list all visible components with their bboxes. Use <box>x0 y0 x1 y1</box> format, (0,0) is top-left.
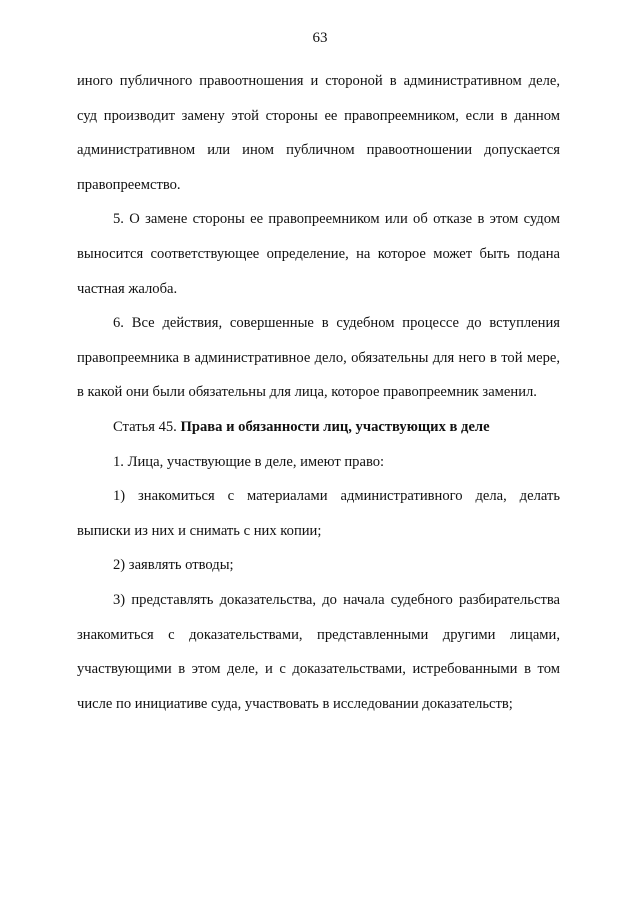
paragraph-right-3: 3) представлять доказательства, до начала судебного разбирательства знакомиться с доказательствами, представленными другими лицами, участвующими в этом деле, и с доказательствами, истребованными в том числе по инициативе суда, участвовать в исследовании доказательств; <box>77 591 560 712</box>
page-number: 63 <box>312 30 328 46</box>
article-title: Права и обязанности лиц, участвующих в деле <box>180 418 490 435</box>
paragraph-rights-intro: 1. Лица, участвующие в деле, имеют право: <box>113 453 385 470</box>
paragraph-right-2: 2) заявлять отводы; <box>113 557 234 574</box>
paragraph-continuation: иного публичного правоотношения и стороной в административном деле, суд производит замену этой стороны ее правопреемником, если в данном административном или ином публичном правоотношении допускается правопреемство. <box>77 73 560 193</box>
document-body <box>77 64 560 721</box>
article-prefix: Статья 45. <box>113 418 177 435</box>
paragraph-item-5: 5. О замене стороны ее правопреемником или об отказе в этом судом выносится соответствующее определение, на которое может быть подана частная жалоба. <box>77 211 560 297</box>
article-heading <box>77 410 560 445</box>
paragraph-right-1: 1) знакомиться с материалами административного дела, делать выписки из них и снимать с них копии; <box>77 488 560 539</box>
paragraph-item-6: 6. Все действия, совершенные в судебном процессе до вступления правопреемника в административное дело, обязательны для него в той мере, в какой они были обязательны для лица, которое правопреемник заменил. <box>77 315 560 401</box>
